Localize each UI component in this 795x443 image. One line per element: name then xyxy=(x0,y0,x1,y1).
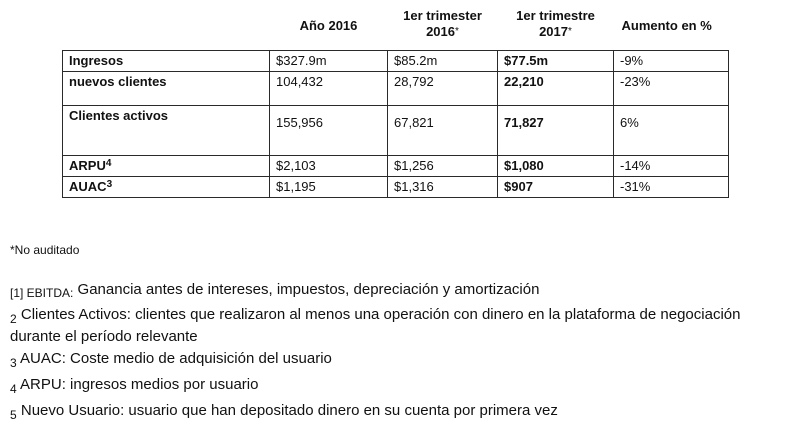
footnote-3 xyxy=(10,350,790,372)
financial-results-table xyxy=(62,8,729,198)
footnotes xyxy=(10,281,790,424)
table-row-clientes-activos xyxy=(63,105,729,155)
cell-year-2016: 155,956 xyxy=(270,105,388,155)
footnote-2 xyxy=(10,306,790,346)
cell-change: -23% xyxy=(614,71,729,105)
table-row-nuevos-clientes xyxy=(63,71,729,105)
row-label: nuevos clientes xyxy=(63,71,270,105)
cell-year-2016: $327.9m xyxy=(270,50,388,71)
footnote-text: AUAC: Coste medio de adquisición del usuario xyxy=(16,350,332,367)
footnote-text: Clientes Activos: clientes que realizaron al menos una operación con dinero en la plataforma de negociación durante el período relevante xyxy=(10,306,741,345)
footnote-text: Nuevo Usuario: usuario que han depositado dinero en su cuenta por primera vez xyxy=(16,402,558,419)
cell-year-2016: $1,195 xyxy=(270,176,388,197)
footnote-1 xyxy=(10,281,790,302)
cell-q1-2017: $77.5m xyxy=(498,50,614,71)
header-q1-2017-line2: 2017 xyxy=(539,24,568,39)
cell-q1-2016: $1,316 xyxy=(388,176,498,197)
table-header-row xyxy=(63,8,729,50)
header-q1-2016-line2: 2016 xyxy=(426,24,455,39)
header-change-percent-label: Aumento en % xyxy=(621,18,712,33)
cell-q1-2017: 22,210 xyxy=(498,71,614,105)
row-label-superscript: 3 xyxy=(106,178,113,190)
footnote-4 xyxy=(10,376,790,398)
cell-year-2016: 104,432 xyxy=(270,71,388,105)
cell-q1-2016: 28,792 xyxy=(388,71,498,105)
row-label xyxy=(63,155,270,176)
header-q1-2016-star: * xyxy=(455,26,459,37)
table-row-auac xyxy=(63,176,729,197)
footnote-text: ARPU: ingresos medios por usuario xyxy=(16,376,259,393)
cell-year-2016: $2,103 xyxy=(270,155,388,176)
footnote-marker: [1] EBITDA: xyxy=(10,286,74,300)
cell-change: 6% xyxy=(614,105,729,155)
row-label-text: ARPU xyxy=(69,157,106,173)
footnote-marker: 2 xyxy=(10,312,17,326)
header-q1-2017-star: * xyxy=(568,26,572,37)
unaudited-note: *No auditado xyxy=(10,243,80,257)
footnote-marker: 4 xyxy=(10,382,17,396)
header-year-2016-label: Año 2016 xyxy=(299,18,358,33)
cell-q1-2017: 71,827 xyxy=(498,105,614,155)
cell-q1-2017: $1,080 xyxy=(498,155,614,176)
cell-q1-2016: $85.2m xyxy=(388,50,498,71)
footnote-text: Ganancia antes de intereses, impuestos, depreciación y amortización xyxy=(73,281,540,298)
header-q1-2017 xyxy=(498,8,614,50)
row-label-superscript: 4 xyxy=(105,157,112,169)
header-year-2016 xyxy=(270,8,388,50)
table-row-arpu xyxy=(63,155,729,176)
cell-change: -14% xyxy=(614,155,729,176)
header-q1-2017-line1: 1er trimestre xyxy=(516,8,595,23)
footnote-marker: 5 xyxy=(10,408,17,422)
cell-q1-2016: 67,821 xyxy=(388,105,498,155)
row-label: Ingresos xyxy=(63,50,270,71)
header-empty-cell xyxy=(63,8,270,50)
row-label: Clientes activos xyxy=(63,105,270,155)
cell-q1-2016: $1,256 xyxy=(388,155,498,176)
footnote-marker: 3 xyxy=(10,356,17,370)
footnote-5 xyxy=(10,402,790,424)
table-row-ingresos xyxy=(63,50,729,71)
row-label-text: AUAC xyxy=(69,178,107,194)
cell-q1-2017: $907 xyxy=(498,176,614,197)
header-q1-2016 xyxy=(388,8,498,50)
row-label xyxy=(63,176,270,197)
cell-change: -31% xyxy=(614,176,729,197)
header-q1-2016-line1: 1er trimester xyxy=(403,8,482,23)
header-change-percent xyxy=(614,8,729,50)
cell-change: -9% xyxy=(614,50,729,71)
